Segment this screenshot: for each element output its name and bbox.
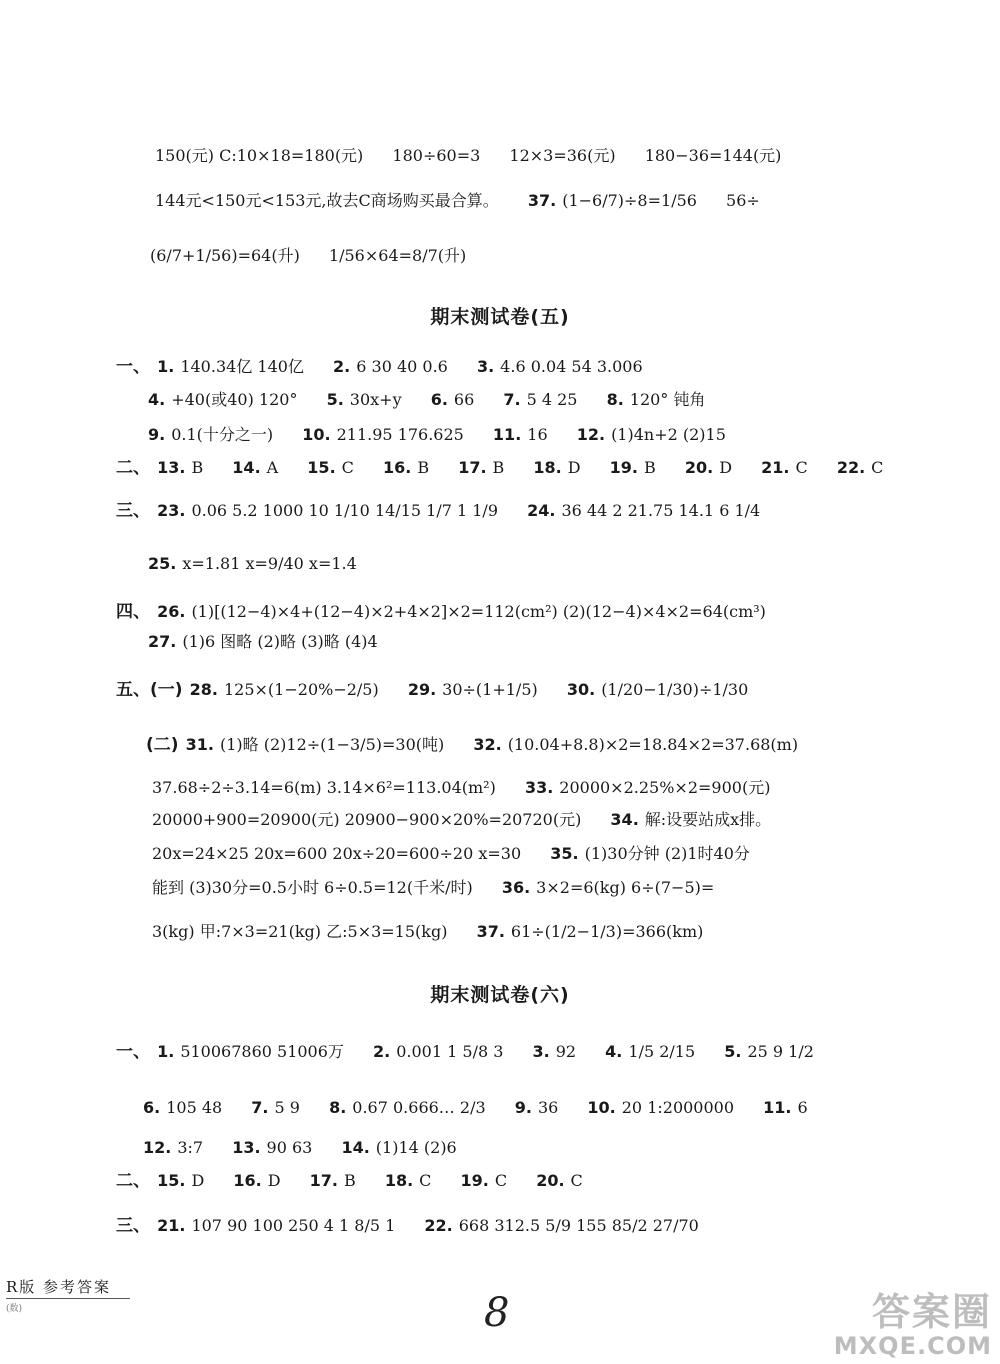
answer-text: (1)4n+2 (2)15 [611, 424, 726, 444]
paper6-row-5 [116, 1214, 723, 1237]
answer-text: 6 [797, 1097, 808, 1117]
question-number: 19. [460, 1170, 489, 1190]
answer-text: 0.67 0.666… 2/3 [352, 1097, 486, 1117]
question-number: 18. [533, 457, 562, 477]
answer-text: 0.1(十分之一) [171, 424, 274, 444]
paper5-row-13 [146, 842, 774, 865]
question-number: 25. [148, 553, 177, 573]
answer-text: D [191, 1170, 205, 1190]
answer-text: C [494, 1170, 508, 1190]
answer-text: 180÷60=3 [392, 145, 481, 165]
question-number: 31. [185, 734, 214, 754]
answer-text: 37.68÷2÷3.14=6(m) 3.14×6²=113.04(m²) [152, 777, 496, 797]
answer-text: 能到 (3)30分=0.5小时 6÷0.5=12(千米/时) [152, 877, 473, 897]
answer-text: 解:设要站成x排。 [644, 809, 772, 829]
question-number: 37. [476, 921, 505, 941]
answer-text: 4.6 0.04 54 3.006 [500, 356, 643, 376]
answer-text: 120° 钝角 [629, 389, 706, 409]
section-label: 三、 [116, 500, 150, 521]
question-number: 26. [157, 601, 186, 621]
paper6-row-1 [116, 1040, 838, 1063]
paper5-row-9 [116, 678, 772, 701]
question-number: 13. [232, 1137, 261, 1157]
answer-text: 30x+y [349, 389, 402, 409]
answer-text: 61÷(1/2−1/3)=366(km) [510, 921, 704, 941]
answer-text: 105 48 [166, 1097, 223, 1117]
question-number: 3. [532, 1041, 550, 1061]
answer-text: 12×3=36(元) [509, 145, 616, 165]
answer-text: 90 63 [266, 1137, 313, 1157]
answer-text: +40(或40) 120° [171, 389, 298, 409]
paper5-row-1 [116, 355, 667, 378]
question-number: 22. [424, 1215, 453, 1235]
question-number: 20. [536, 1170, 565, 1190]
answer-text: 16 [527, 424, 548, 444]
answer-text: B [343, 1170, 356, 1190]
question-number: 15. [307, 457, 336, 477]
question-number: 14. [341, 1137, 370, 1157]
section-label: 一、 [116, 356, 150, 377]
section-label: 五、(一) [116, 679, 183, 700]
question-number: 9. [148, 424, 166, 444]
answer-text: 1/56×64=8/7(升) [328, 245, 467, 265]
question-number: 8. [329, 1097, 347, 1117]
paper5-row-15 [146, 920, 727, 943]
answer-text: (1)30分钟 (2)1时40分 [584, 843, 750, 863]
answer-text: 36 [537, 1097, 559, 1117]
top-line-3 [150, 244, 490, 267]
question-number: 5. [326, 389, 344, 409]
question-number: 15. [157, 1170, 186, 1190]
watermark-text: 答案圈 [871, 1290, 992, 1334]
answer-text: 0.06 5.2 1000 10 1/10 14/15 1/7 1 1/9 [191, 500, 498, 520]
paper5-row-7 [116, 600, 790, 623]
question-number: 21. [157, 1215, 186, 1235]
paper5-row-11 [146, 776, 794, 799]
answer-text: 20000+900=20900(元) 20900−900×20%=20720(元) [152, 809, 582, 829]
question-number: 22. [836, 457, 866, 477]
paper5-row-4 [116, 456, 907, 479]
paper6-row-4 [116, 1169, 607, 1192]
answer-text: 1/5 2/15 [628, 1041, 696, 1061]
paper-6-title: 期末测试卷(六) [430, 984, 570, 1006]
question-number: 11. [492, 424, 522, 444]
question-number: 1. [157, 356, 175, 376]
section-label: 三、 [116, 1215, 150, 1236]
top-line-2 [155, 189, 784, 212]
section-label: 四、 [116, 601, 150, 622]
question-number: 7. [503, 389, 521, 409]
question-number: 8. [606, 389, 624, 409]
answer-text: C [795, 457, 808, 477]
question-number: 16. [382, 457, 412, 477]
answer-text: 66 [453, 389, 475, 409]
answer-text: 36 44 2 21.75 14.1 6 1/4 [561, 500, 761, 520]
paper5-row-12 [146, 808, 795, 831]
question-number: 12. [143, 1137, 172, 1157]
question-number: 24. [527, 500, 556, 520]
question-number: 35. [550, 843, 579, 863]
answer-text: 180−36=144(元) [644, 145, 782, 165]
answer-text: 92 [555, 1041, 577, 1061]
answer-text: (1)[(12−4)×4+(12−4)×2+4×2]×2=112(cm²) (2)(12−4)×4×2=64(cm³) [191, 601, 766, 621]
answer-text: (6/7+1/56)=64(升) [150, 245, 300, 265]
question-number: 29. [407, 679, 437, 699]
answer-text: 20000×2.25%×2=900(元) [559, 777, 771, 797]
answer-text: 5 4 25 [526, 389, 578, 409]
answer-text: (1)略 (2)12÷(1−3/5)=30(吨) [219, 734, 445, 754]
answer-text: B [417, 457, 430, 477]
question-number: 10. [587, 1097, 616, 1117]
answer-text: 140.34亿 140亿 [180, 356, 304, 376]
question-number: 33. [524, 777, 554, 797]
question-number: 3. [476, 356, 495, 376]
section-label: (二) [146, 734, 179, 755]
answer-text: 3:7 [177, 1137, 204, 1157]
question-number: 17. [309, 1170, 338, 1190]
question-number: 9. [514, 1097, 532, 1117]
answer-text: C [419, 1170, 432, 1190]
page-number: 8 [484, 1290, 510, 1336]
question-number: 6. [430, 389, 448, 409]
question-number: 17. [458, 457, 487, 477]
answer-text: 125×(1−20%−2/5) [223, 679, 379, 699]
answer-text: 107 90 100 250 4 1 8/5 1 [191, 1215, 396, 1235]
question-number: 13. [157, 457, 186, 477]
question-number: 36. [501, 877, 531, 897]
answer-text: C [871, 457, 884, 477]
watermark-url: MXQE.COM [833, 1332, 992, 1360]
answer-text: 56÷ [726, 190, 760, 210]
paper5-row-3 [148, 423, 750, 446]
question-number: 6. [143, 1097, 161, 1117]
answer-text: 0.001 1 5/8 3 [396, 1041, 504, 1061]
question-number: 21. [761, 457, 790, 477]
question-number: 32. [473, 734, 502, 754]
answer-text: C [341, 457, 354, 477]
paper5-row-5 [116, 499, 784, 522]
footer-label: R版 参考答案 [6, 1278, 112, 1296]
question-number: 7. [251, 1097, 269, 1117]
paper5-row-2 [148, 388, 729, 411]
paper5-row-10 [146, 733, 822, 756]
answer-text: (1−6/7)÷8=1/56 [562, 190, 697, 210]
question-number: 2. [373, 1041, 391, 1061]
answer-text: C [570, 1170, 583, 1190]
answer-text: D [567, 457, 581, 477]
paper5-row-8 [148, 630, 402, 653]
answer-text: B [492, 457, 505, 477]
answer-text: 20x=24×25 20x=600 20x÷20=600÷20 x=30 [152, 843, 522, 863]
top-line-1 [155, 144, 805, 167]
footer-divider [6, 1298, 130, 1299]
paper5-row-14 [146, 876, 738, 899]
question-number: 10. [302, 424, 331, 444]
question-number: 30. [566, 679, 596, 699]
question-number: 11. [763, 1097, 792, 1117]
watermark-logo [834, 1292, 992, 1360]
question-number: 5. [724, 1041, 742, 1061]
answer-text: 20 1:2000000 [621, 1097, 735, 1117]
answer-text: D [719, 457, 733, 477]
answer-text: 25 9 1/2 [747, 1041, 814, 1061]
section-label: 二、 [116, 1170, 150, 1191]
question-number: 14. [232, 457, 261, 477]
question-number: 1. [157, 1041, 175, 1061]
answer-text: 668 312.5 5/9 155 85/2 27/70 [458, 1215, 699, 1235]
answer-text: 3(kg) 甲:7×3=21(kg) 乙:5×3=15(kg) [152, 921, 448, 941]
answer-text: (1)6 图略 (2)略 (3)略 (4)4 [182, 631, 378, 651]
answer-text: 144元<150元<153元,故去C商场购买最合算。 [155, 190, 499, 210]
answer-text: 5 9 [274, 1097, 300, 1117]
paper-5-title: 期末测试卷(五) [430, 306, 570, 328]
answer-text: 6 30 40 0.6 [356, 356, 448, 376]
answer-text: (1/20−1/30)÷1/30 [601, 679, 749, 699]
question-number: 4. [148, 389, 166, 409]
question-number: 34. [610, 809, 639, 829]
answer-text: A [266, 457, 279, 477]
question-number: 27. [148, 631, 177, 651]
answer-text: x=1.81 x=9/40 x=1.4 [182, 553, 357, 573]
answer-text: B [644, 457, 656, 477]
answer-text: 211.95 176.625 [336, 424, 464, 444]
question-number: 16. [233, 1170, 262, 1190]
answer-text: 30÷(1+1/5) [442, 679, 538, 699]
section-label: 一、 [116, 1041, 150, 1062]
section-label: 二、 [116, 457, 150, 478]
question-number: 4. [605, 1041, 623, 1061]
question-number: 18. [384, 1170, 414, 1190]
question-number: 20. [684, 457, 714, 477]
question-number: 23. [157, 500, 186, 520]
answer-text: (10.04+8.8)×2=18.84×2=37.68(m) [507, 734, 799, 754]
question-number: 19. [609, 457, 638, 477]
paper5-row-6 [148, 552, 381, 575]
answer-text: 3×2=6(kg) 6÷(7−5)= [536, 877, 715, 897]
question-number: 37. [527, 190, 557, 210]
answer-text: 510067860 51006万 [180, 1041, 344, 1061]
answer-text: D [267, 1170, 281, 1190]
answer-text: B [191, 457, 204, 477]
paper6-row-3 [143, 1136, 481, 1159]
question-number: 12. [576, 424, 606, 444]
question-number: 28. [189, 679, 218, 699]
question-number: 2. [333, 356, 351, 376]
answer-text: 150(元) C:10×18=180(元) [155, 145, 364, 165]
paper6-row-2 [143, 1096, 832, 1119]
footer-subject: (数) [6, 1304, 23, 1314]
answer-text: (1)14 (2)6 [375, 1137, 457, 1157]
